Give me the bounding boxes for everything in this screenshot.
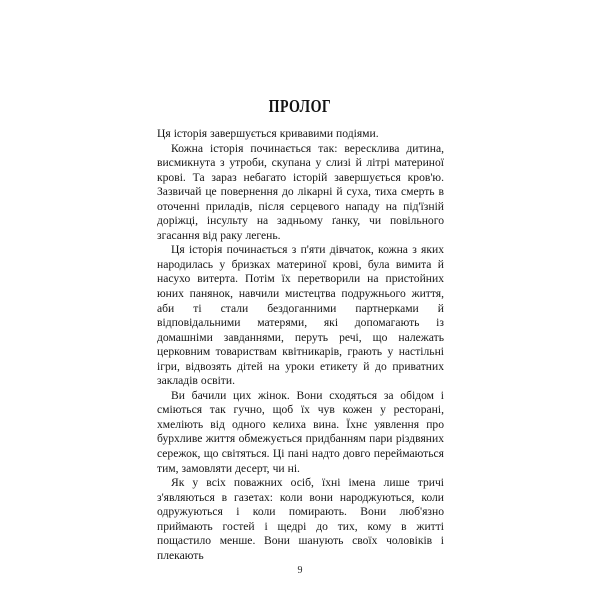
paragraph: Ця історія завершується кривавими подіями. [157,127,379,140]
paragraph: Ця історія починається з п'яти дівчаток, кожна з яких народилась у бризках материної крові, була вимита й насухо витерта. Потім їх перетворили на пристойних юних панянок, навчили мистецтва подружнього життя, аби ті стали бездоганними партнерками й відповідальними матерями, які допомагають із домашніми завданнями, перуть речі, що належать церковним товариствам квітникарів, грають у настільні ігри, відвозять дітей на уроки етикету й до приватних закладів освіти. [157,243,444,388]
paragraph: Ви бачили цих жінок. Вони сходяться за обідом і сміються так гучно, щоб їх чув кожен у ресторані, хмеліють від одного келиха вина. Їхнє уявлення про бурхливе життя обмежується придбанням пари різдвяних сережок, що світяться. Ці пані надто довго переймаються тим, замовляти десерт, чи ні. [157,388,444,475]
chapter-title: ПРОЛОГ [268,96,332,116]
page-number: 9 [297,565,303,576]
body-text-block [157,127,444,563]
paragraph: Кожна історія починається так: вересклива дитина, висмикнута з утроби, скупана у слизі й літрі материної крові. Та зараз небагато історій завершується кров'ю. Зазвичай це повернення до лікарні й суха, тиха смерть в оточенні приладів, після серцевого нападу на під'їзній доріжці, інсульту на задньому ґанку, чи повільного згасання від раку легень. [157,141,444,242]
paragraph: Як у всіх поважних осіб, їхні імена лише тричі з'являються в газетах: коли вони народжуються, коли одружуються і коли помирають. Вони люб'язно приймають гостей і щедрі до тих, кому в житті пощастило менше. Вони шанують своїх чоловіків і плекають [157,476,444,562]
